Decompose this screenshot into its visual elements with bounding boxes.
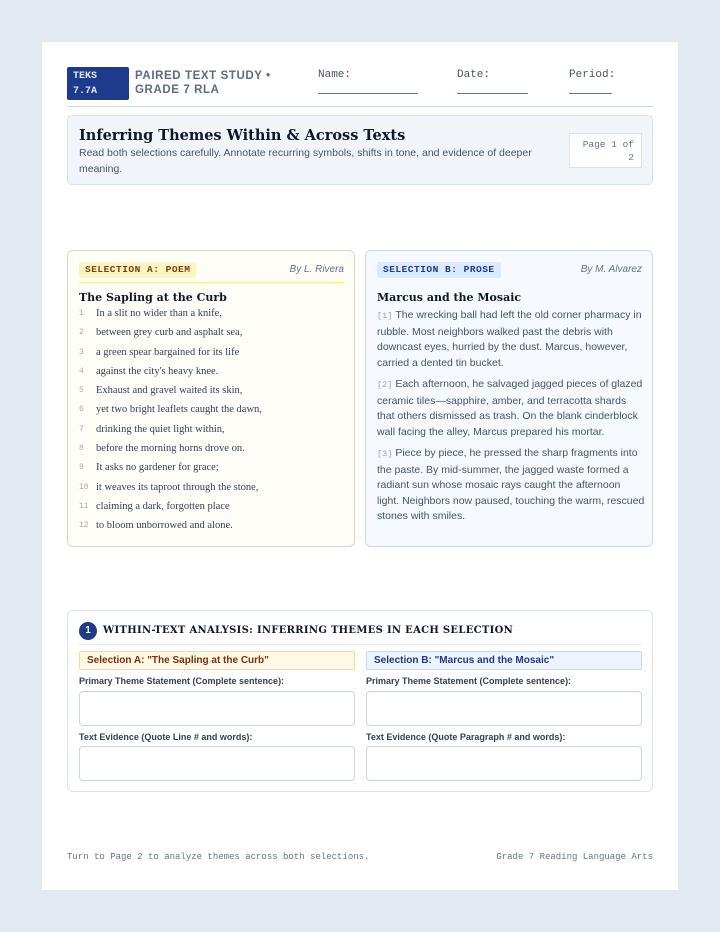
poem-line: [79, 520, 344, 539]
teks-badge: [67, 67, 129, 100]
poem-line: [79, 327, 344, 346]
within-text-analysis-section: [67, 610, 653, 792]
name-field[interactable]: [318, 93, 418, 94]
line-number: 7: [79, 424, 84, 434]
worksheet-header: [67, 67, 653, 107]
selection-b-title: Marcus and the Mosaic: [377, 291, 522, 304]
title-banner: [67, 115, 653, 185]
selection-a-card: [67, 250, 355, 547]
line-number: 9: [79, 463, 84, 473]
line-text: to bloom unborrowed and alone.: [96, 520, 233, 532]
poem-line: [79, 347, 344, 366]
poem-line: [79, 443, 344, 462]
footer-note: Turn to Page 2 to analyze themes across both selections.: [67, 852, 370, 862]
line-text: drinking the quiet light within,: [96, 423, 225, 435]
study-title: PAIRED TEXT STUDY • GRADE 7 RLA: [135, 70, 271, 96]
paragraph-text: The wrecking ball had left the old corner pharmacy in rubble. Most neighbors walked past the debris with downcast eyes, hurried by the dust. Marcus, however, carried a dented tin bucket.: [377, 309, 642, 369]
paragraph: [377, 308, 645, 371]
line-number: 2: [79, 328, 84, 338]
line-number: 4: [79, 366, 84, 376]
line-number: 5: [79, 386, 84, 396]
evidence-input-b[interactable]: [366, 746, 642, 781]
line-text: It asks no gardener for grace;: [96, 462, 219, 474]
date-label: Date:: [457, 69, 491, 81]
line-number: 6: [79, 405, 84, 415]
poem-line: [79, 385, 344, 404]
line-text: yet two bright leaflets caught the dawn,: [96, 404, 262, 416]
poem-line: [79, 424, 344, 443]
evidence-label-b: Text Evidence (Quote Paragraph # and words):: [366, 732, 566, 742]
selection-b-card: [365, 250, 653, 547]
theme-label-a: Primary Theme Statement (Complete sentence):: [79, 676, 285, 686]
paragraph-number: [3]: [377, 449, 393, 459]
line-text: between grey curb and asphalt sea,: [96, 327, 243, 339]
poem-line: [79, 482, 344, 501]
paragraph: [377, 377, 645, 440]
poem-line: [79, 404, 344, 423]
worksheet-page: [42, 42, 678, 890]
line-number: 11: [79, 501, 89, 511]
instructions: Read both selections carefully. Annotate recurring symbols, shifts in tone, and evidence of deeper meaning.: [79, 147, 532, 175]
poem-line: [79, 366, 344, 385]
period-field[interactable]: [569, 93, 612, 94]
paragraph-number: [2]: [377, 380, 393, 390]
line-number: 1: [79, 309, 84, 318]
evidence-label-a: Text Evidence (Quote Line # and words):: [79, 732, 253, 742]
paragraph: [377, 446, 645, 525]
section-title: WITHIN-TEXT ANALYSIS: INFERRING THEMES IN EACH SELECTION: [103, 625, 514, 636]
selection-a-author: By L. Rivera: [289, 264, 344, 275]
line-number: 12: [79, 521, 89, 531]
column-a-heading: Selection A: "The Sapling at the Curb": [79, 651, 355, 670]
selection-a-title: The Sapling at the Curb: [79, 291, 227, 304]
teks-code: 7.7A: [73, 86, 98, 97]
step-number-badge: 1: [79, 622, 97, 640]
divider: [79, 282, 344, 283]
line-text: it weaves its taproot through the stone,: [96, 481, 259, 493]
teks-label: TEKS: [73, 71, 98, 82]
footer-course: Grade 7 Reading Language Arts: [496, 852, 653, 862]
poem-lines: [79, 308, 344, 540]
theme-input-a[interactable]: [79, 691, 355, 726]
selection-a-tag: SELECTION A: POEM: [79, 262, 196, 278]
evidence-input-a[interactable]: [79, 746, 355, 781]
theme-input-b[interactable]: [366, 691, 642, 726]
poem-line: [79, 501, 344, 520]
divider: [79, 644, 641, 645]
line-text: claiming a dark, forgotten place: [96, 500, 230, 512]
paragraph-text: Piece by piece, he pressed the sharp fragments into the paste. By mid-summer, the jagged waste formed a radiant sun whose mosaic rays caught the afternoon light. Neighbors now paused, touching the warm, rescued stones with smiles.: [377, 447, 645, 522]
line-number: 10: [79, 482, 89, 492]
page-indicator: Page 1 of 2: [569, 133, 642, 168]
name-label: Name:: [318, 69, 352, 81]
line-text: against the city's heavy knee.: [96, 365, 219, 377]
poem-line: [79, 308, 344, 327]
line-number: 3: [79, 347, 84, 357]
selection-b-tag: SELECTION B: PROSE: [377, 262, 501, 278]
paragraph-text: Each afternoon, he salvaged jagged pieces of glazed ceramic tiles—sapphire, amber, and terracotta shards that others dismissed as trash. On the blank cinderblock wall facing the alley, Marcus prepared his mortar.: [377, 378, 643, 438]
column-b-heading: Selection B: "Marcus and the Mosaic": [366, 651, 642, 670]
line-text: a green spear bargained for its life: [96, 346, 240, 358]
line-text: In a slit no wider than a knife,: [96, 308, 222, 319]
page-title: Inferring Themes Within & Across Texts: [79, 127, 406, 144]
selection-b-author: By M. Alvarez: [580, 264, 642, 275]
line-text: Exhaust and gravel waited its skin,: [96, 385, 243, 397]
theme-label-b: Primary Theme Statement (Complete sentence):: [366, 676, 572, 686]
paragraph-number: [1]: [377, 311, 393, 321]
prose-paragraphs: [377, 308, 645, 531]
date-field[interactable]: [457, 93, 528, 94]
line-text: before the morning horns drove on.: [96, 443, 245, 455]
period-label: Period:: [569, 69, 616, 81]
line-number: 8: [79, 444, 84, 454]
poem-line: [79, 462, 344, 481]
